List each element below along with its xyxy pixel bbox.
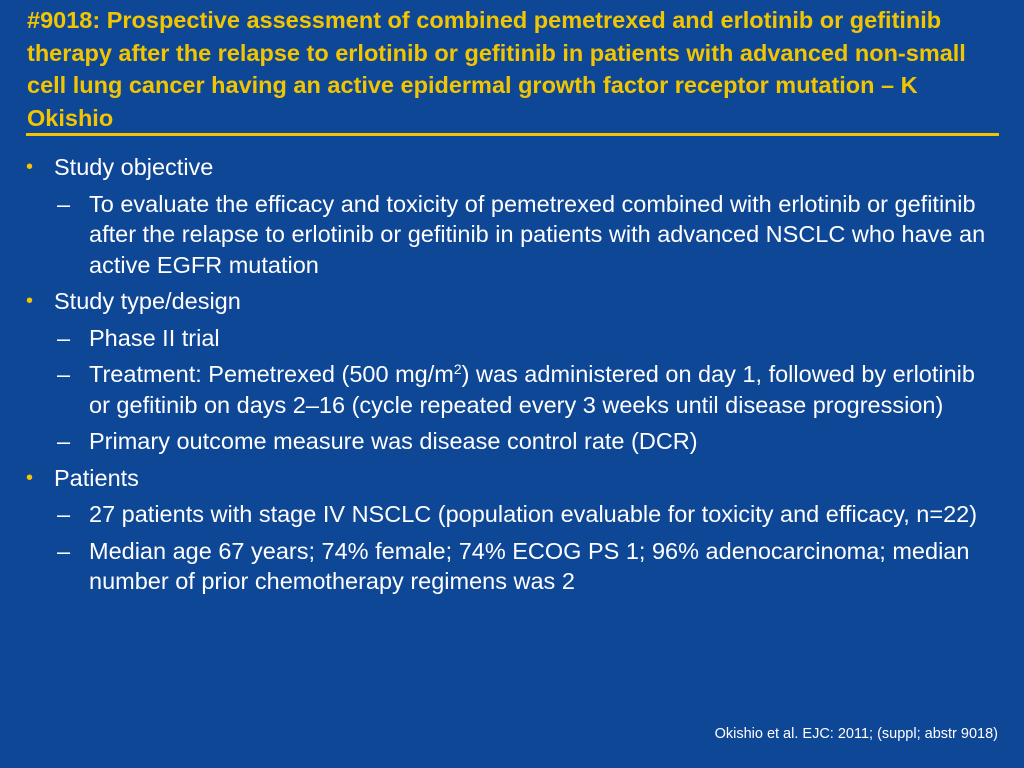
sub-bullet-text: Median age 67 years; 74% female; 74% ECOG PS 1; 96% adenocarcinoma; median number of prior chemotherapy regimens was 2 (89, 537, 970, 594)
section-heading: Study type/design (54, 288, 241, 314)
bullet-icon: • (26, 156, 34, 178)
dash-icon: – (57, 361, 71, 387)
citation-footer: Okishio et al. EJC: 2011; (suppl; abstr 9018) (714, 726, 998, 742)
sub-bullet-text: 27 patients with stage IV NSCLC (population evaluable for toxicity and efficacy, n=22) (89, 501, 978, 527)
dash-icon: – (57, 190, 71, 217)
bullet-study-design (26, 286, 1001, 317)
treatment-text-end: ) was administered on day 1, followed by erlotinib or gefitinib on days 2–16 (cycle repeated every 3 weeks until disease progression) (89, 361, 975, 418)
sub-bullet-text: Phase II trial (89, 324, 220, 351)
sub-bullet (26, 426, 1001, 457)
dash-icon: – (57, 428, 71, 454)
sub-bullet-text: To evaluate the efficacy and toxicity of pemetrexed combined with erlotinib or gefitinib after the relapse to erlotinib or gefitinib in patients with advanced NSCLC who have an active EGFR mutation (89, 190, 986, 278)
dash-icon: – (57, 324, 71, 351)
slide-title: #9018: Prospective assessment of combined pemetrexed and erlotinib or gefitinib therapy after the relapse to erlotinib or gefitinib in patients with advanced non-small cell lung cancer having an active epidermal growth factor receptor mutation – K Okishio (27, 7, 966, 131)
treatment-text-start: Treatment: Pemetrexed (500 mg/m (89, 361, 454, 387)
bullet-patients (26, 463, 1001, 494)
sub-bullet-text (89, 361, 975, 418)
dash-icon: – (57, 537, 71, 564)
bullet-icon: • (26, 290, 34, 312)
dash-icon: – (57, 501, 71, 527)
bullet-icon: • (26, 466, 34, 489)
sub-bullet-text: Primary outcome measure was disease control rate (DCR) (89, 428, 698, 454)
title-divider (26, 133, 999, 136)
section-heading: Patients (54, 464, 139, 491)
bullet-study-objective (26, 152, 1001, 183)
sub-bullet (26, 536, 1001, 597)
sub-bullet (26, 189, 1001, 281)
slide-body (26, 152, 1001, 597)
superscript: 2 (453, 361, 462, 377)
sub-bullet (26, 359, 1001, 420)
sub-bullet (26, 323, 1001, 354)
sub-bullet (26, 499, 1001, 530)
section-heading: Study objective (54, 154, 214, 180)
